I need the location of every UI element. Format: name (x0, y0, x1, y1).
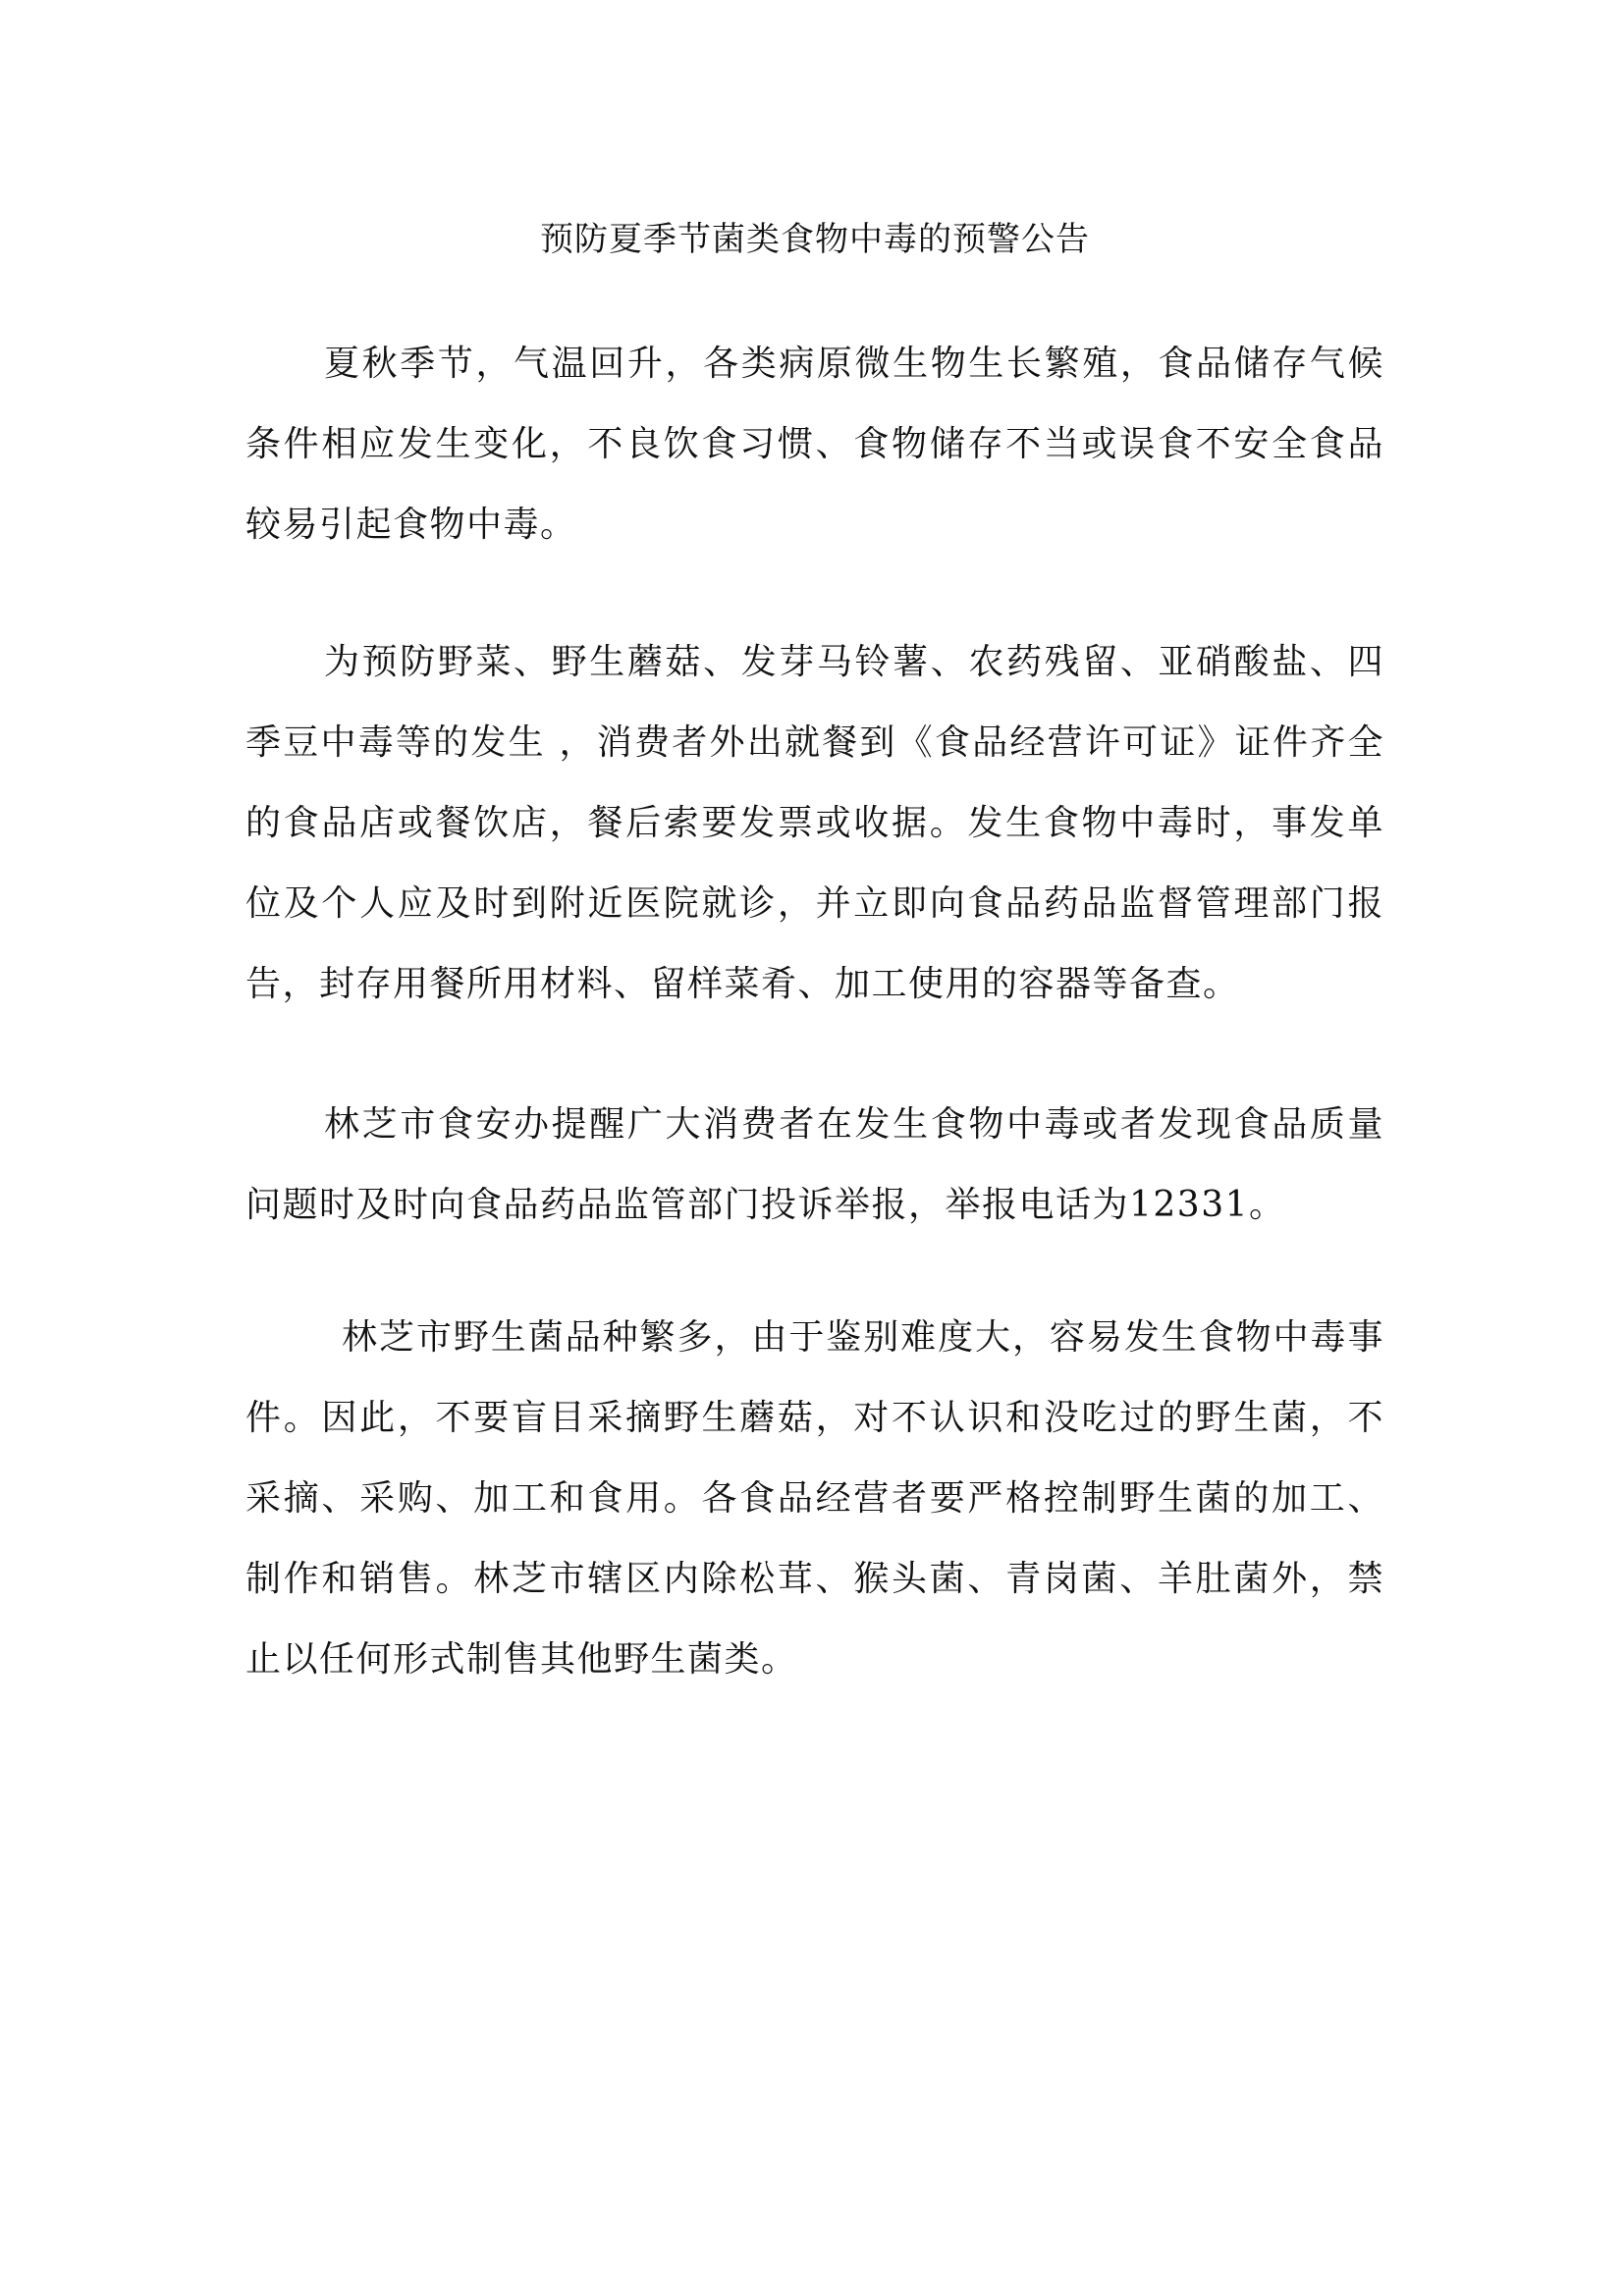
document-title: 预防夏季节菌类食物中毒的预警公告 (540, 220, 1090, 259)
paragraph-prevention-advice: 为预防野菜、野生蘑菇、发芽马铃薯、农药残留、亚硝酸盐、四季豆中毒等的发生 ，消费者外出就餐到《食品经营许可证》证件齐全的食品店或餐饮店，餐后索要发票或收据。发生食物中毒时，事发单位及个人应及时到附近医院就诊，并立即向食品药品监督管理部门报告，封存用餐所用材料、留样菜肴、加工使用的容器等备查。 (245, 642, 1384, 1004)
paragraph-reporting-hotline: 林芝市食安办提醒广大消费者在发生食物中毒或者发现食品质量问题时及时向食品药品监管部门投诉举报，举报电话为12331。 (245, 1104, 1384, 1225)
paragraph-wild-mushroom-ban: 林芝市野生菌品种繁多，由于鉴别难度大，容易发生食物中毒事件。因此，不要盲目采摘野生蘑菇，对不认识和没吃过的野生菌，不采摘、采购、加工和食用。各食品经营者要严格控制野生菌的加工、制作和销售。林芝市辖区内除松茸、猴头菌、青岗菌、羊肚菌外，禁止以任何形式制售其他野生菌类。 (245, 1317, 1384, 1680)
paragraph-seasonal-risk: 夏秋季节，气温回升，各类病原微生物生长繁殖，食品储存气候条件相应发生变化，不良饮食习惯、食物储存不当或误食不安全食品较易引起食物中毒。 (245, 344, 1384, 545)
